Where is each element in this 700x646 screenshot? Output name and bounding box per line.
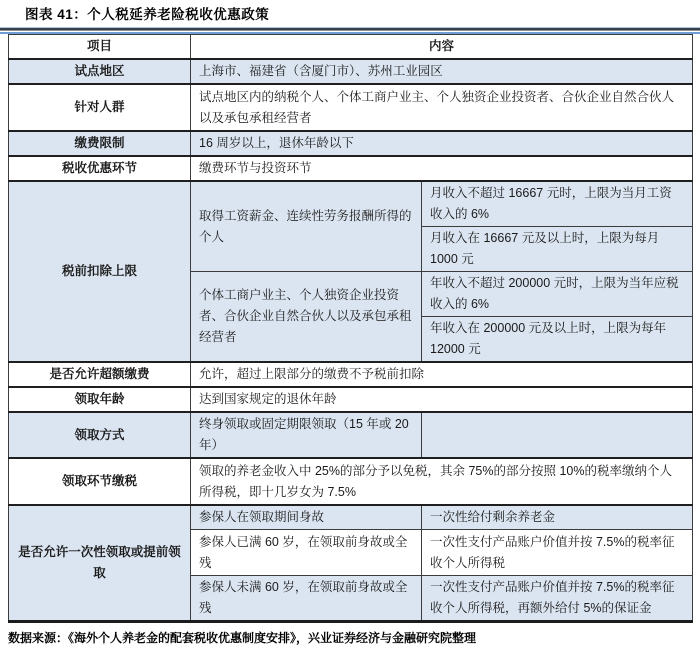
row-lump-sum-1 [9,505,693,530]
payment-restriction-label: 缴费限制 [9,131,191,156]
lump-sum-case1-treatment: 一次性给付剩余养老金 [422,505,693,530]
row-pilot-area [9,59,693,84]
header-content: 内容 [191,35,693,60]
row-deduction-cap-a1 [9,181,693,227]
excess-payment-label: 是否允许超额缴费 [9,362,191,387]
deduction-cap-group2-case1: 年收入不超过 200000 元时，上限为当年应税收入的 6% [422,272,693,317]
lump-sum-case2-treatment: 一次性支付产品账户价值并按 7.5%的税率征收个人所得税 [422,530,693,576]
deduction-cap-group1-case2: 月收入在 16667 元及以上时，上限为每月 1000 元 [422,227,693,272]
row-tax-benefit-stage [9,156,693,181]
row-withdrawal-age [9,387,693,412]
lump-sum-case3-treatment: 一次性支付产品账户价值并按 7.5%的税率征收个人所得税，再额外给付 5%的保证金 [422,576,693,622]
excess-payment-value: 允许，超过上限部分的缴费不予税前扣除 [191,362,693,387]
tax-benefit-stage-label: 税收优惠环节 [9,156,191,181]
pilot-area-value: 上海市、福建省（含厦门市）、苏州工业园区 [191,59,693,84]
withdrawal-method-empty-cell [422,412,693,458]
withdrawal-age-label: 领取年龄 [9,387,191,412]
deduction-cap-group1-who: 取得工资薪金、连续性劳务报酬所得的个人 [191,181,422,272]
row-payment-restriction [9,131,693,156]
data-source-note: 数据来源：《海外个人养老金的配套税收优惠制度安排》，兴业证券经济与金融研究院整理 [8,631,477,645]
deduction-cap-label: 税前扣除上限 [9,181,191,362]
target-group-label: 针对人群 [9,84,191,131]
deduction-cap-group2-who: 个体工商户业主、个人独资企业投资者、合伙企业自然合伙人以及承包承租经营者 [191,272,422,363]
withdrawal-stage-tax-value: 领取的养老金收入中 25%的部分予以免税，其余 75%的部分按照 10%的税率缴纳个人所得税，即十几岁女为 7.5% [191,458,693,505]
deduction-cap-group2-case2: 年收入在 200000 元及以上时，上限为每年 12000 元 [422,317,693,363]
title-divider [0,27,700,34]
lump-sum-case3-condition: 参保人未满 60 岁，在领取前身故或全残 [191,576,422,622]
page-title: 图表 41：个人税延养老险税收优惠政策 [25,7,270,22]
withdrawal-stage-tax-label: 领取环节缴税 [9,458,191,505]
deduction-cap-group1-case1: 月收入不超过 16667 元时，上限为当月工资收入的 6% [422,181,693,227]
row-target-group [9,84,693,131]
lump-sum-case1-condition: 参保人在领取期间身故 [191,505,422,530]
target-group-value: 试点地区内的纳税个人、个体工商户业主、个人独资企业投资者、合伙企业自然合伙人以及承包承租经营者 [191,84,693,131]
tax-benefit-stage-value: 缴费环节与投资环节 [191,156,693,181]
payment-restriction-value: 16 周岁以上，退休年龄以下 [191,131,693,156]
lump-sum-label: 是否允许一次性领取或提前领取 [9,505,191,622]
table-header-row [9,35,693,60]
pilot-area-label: 试点地区 [9,59,191,84]
withdrawal-method-value: 终身领取或固定期限领取（15 年或 20 年） [191,412,422,458]
row-withdrawal-method [9,412,693,458]
header-item: 项目 [9,35,191,60]
policy-table [8,34,693,623]
withdrawal-method-label: 领取方式 [9,412,191,458]
lump-sum-case2-condition: 参保人已满 60 岁，在领取前身故或全残 [191,530,422,576]
withdrawal-age-value: 达到国家规定的退休年龄 [191,387,693,412]
row-withdrawal-stage-tax [9,458,693,505]
row-excess-payment [9,362,693,387]
